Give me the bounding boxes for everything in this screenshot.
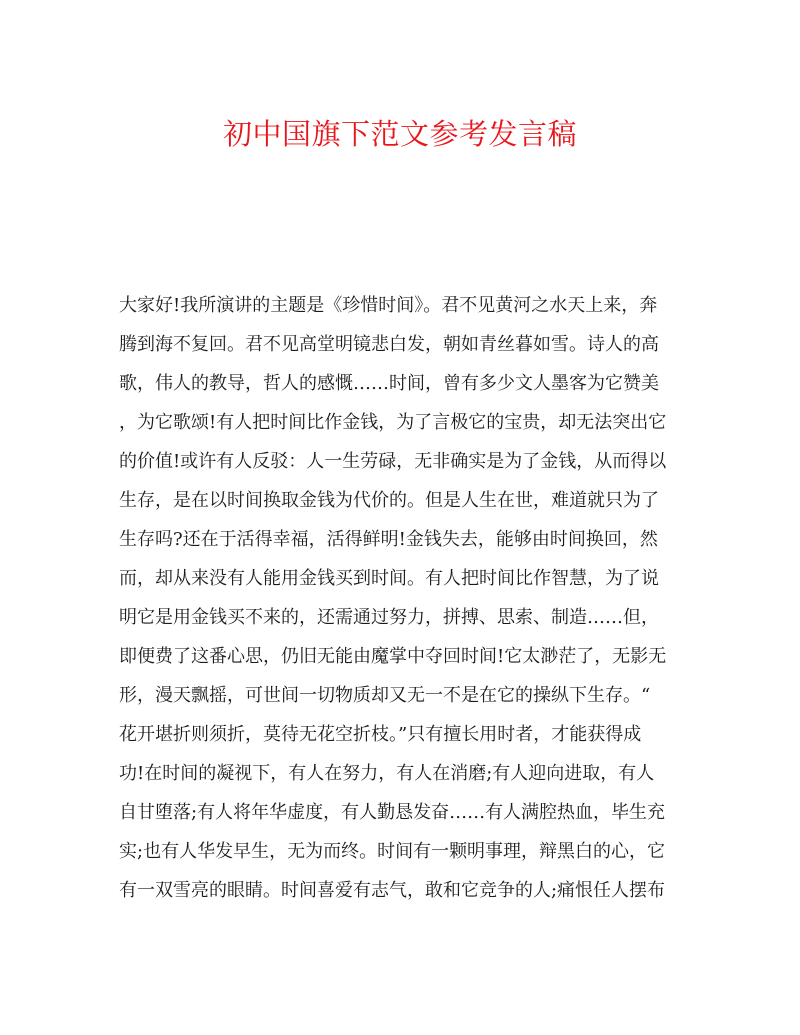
body-line-7: 生存吗?还在于活得幸福，活得鲜明!金钱失去，能够由时间换回，然 [119,529,658,550]
body-line-3: 歌，伟人的教导，哲人的感慨……时间，曾有多少文人墨客为它赞美 [119,373,659,394]
body-line-16: 有一双雪亮的眼睛。时间喜爱有志气，敢和它竞争的人;痛恨任人摆布 [119,880,666,901]
body-line-13: 功!在时间的凝视下，有人在努力，有人在消磨;有人迎向进取，有人 [119,763,655,784]
body-line-10: 即便费了这番心思，仍旧无能由魔掌中夺回时间!它太渺茫了，无影无 [119,646,667,667]
body-line-11: 形，漫天飘摇，可世间一切物质却又无一不是在它的操纵下生存。“ [119,685,651,706]
body-line-15: 实;也有人华发早生，无为而终。时间有一颗明事理，辩黑白的心，它 [119,841,666,862]
document-body [119,286,693,910]
body-line-5: 的价值!或许有人反驳：人一生劳碌，无非确实是为了金钱，从而得以 [119,451,667,472]
body-line-12: 花开堪折则须折，莫待无花空折枝。”只有擅长用时者，才能获得成 [119,724,642,745]
body-line-2: 腾到海不复回。君不见高堂明镜悲白发，朝如青丝暮如雪。诗人的高 [119,334,659,355]
body-line-4: ，为它歌颂!有人把时间比作金钱，为了言极它的宝贵，却无法突出它 [119,412,667,433]
body-line-6: 生存，是在以时间换取金钱为代价的。但是人生在世，难道就只为了 [119,490,659,511]
document-title: 初中国旗下范文参考发言稿 [222,117,577,151]
body-line-1: 大家好!我所演讲的主题是《珍惜时间》。君不见黄河之水天上来，奔 [119,295,658,316]
body-line-8: 而，却从来没有人能用金钱买到时间。有人把时间比作智慧，为了说 [119,568,659,589]
body-line-14: 自甘堕落;有人将年华虚度，有人勤恳发奋……有人满腔热血，毕生充 [119,802,666,823]
body-line-9: 明它是用金钱买不来的，还需通过努力，拼搏、思索、制造……但， [119,607,659,628]
